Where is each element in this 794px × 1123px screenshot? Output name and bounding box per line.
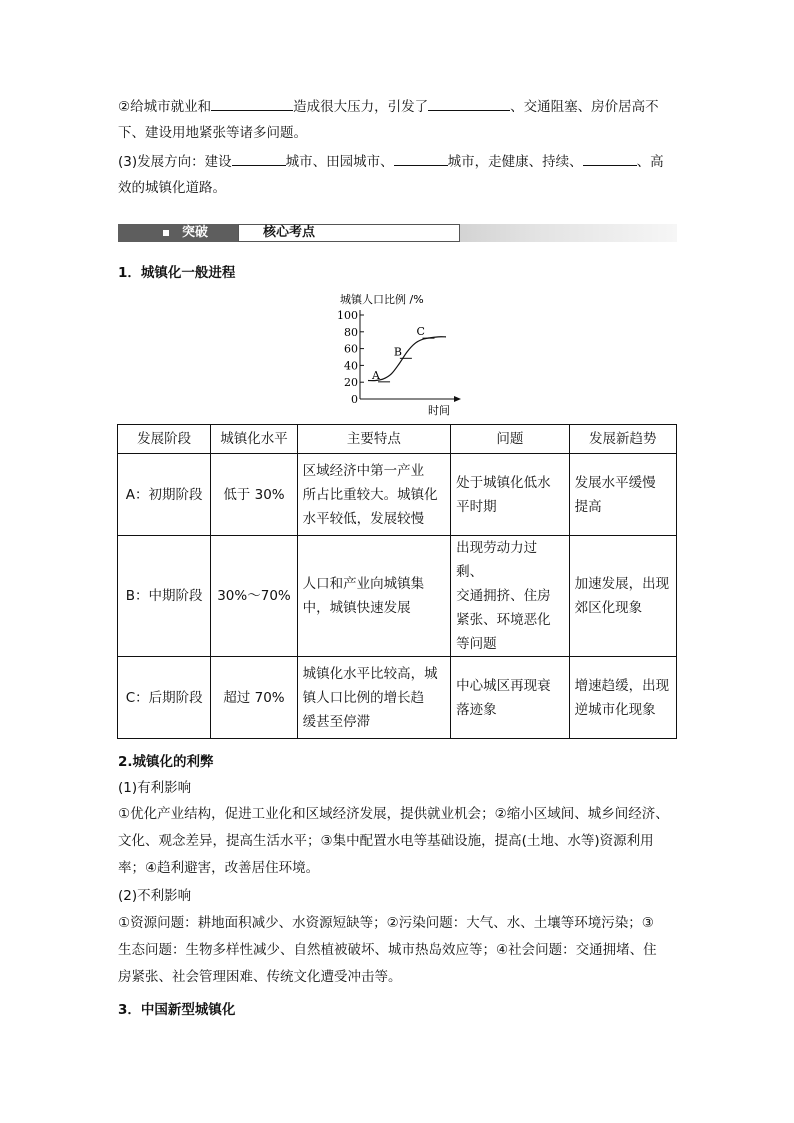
cell-line: 增速趋缓，出现 <box>574 677 670 694</box>
para-text: ②给城市就业和 <box>118 99 212 115</box>
section-banner <box>118 222 677 244</box>
problem-cell <box>451 536 569 657</box>
para-development-direction-cont <box>118 178 226 198</box>
para-text: 、高 <box>636 154 664 170</box>
trend-cell <box>569 657 676 739</box>
stage-label-a: A <box>372 368 380 382</box>
feature-cell <box>297 454 451 536</box>
cell-line: 中心城区再现衰 <box>456 677 551 694</box>
banner-right <box>238 224 460 242</box>
cell-line: 城镇化水平比较高，城 <box>302 665 438 682</box>
cell-line: 平时期 <box>456 498 497 515</box>
y-tick-label: 0 <box>351 393 358 406</box>
cell-line: 落迹象 <box>456 701 497 718</box>
header-cell: 发展阶段 <box>118 425 211 454</box>
cell-line: 中，城镇快速发展 <box>302 600 411 616</box>
level-cell: 超过 70% <box>211 657 297 739</box>
para-employment-pressure-cont <box>118 123 307 143</box>
y-tick-label: 80 <box>344 325 358 339</box>
paragraph-line: 生态问题：生物多样性减少、自然植被破坏、城市热岛效应等；④社会问题：交通拥堵、住 <box>118 942 657 958</box>
level-cell: 低于 30% <box>211 454 297 536</box>
header-cell: 问题 <box>451 425 569 454</box>
y-tick-label: 20 <box>344 376 358 390</box>
level-cell: 30%～70% <box>211 536 297 657</box>
header-cell: 城镇化水平 <box>211 425 297 454</box>
problem-cell <box>451 657 569 739</box>
stage-label-b: B <box>393 345 402 359</box>
cell-line: 水平较低，发展较慢 <box>302 510 425 527</box>
cell-line: 提高 <box>574 498 602 515</box>
cell-line: 发展水平缓慢 <box>574 474 656 491</box>
problem-cell <box>451 454 569 536</box>
paragraph-line: 率；④趋利避害，改善居住环境。 <box>118 860 320 876</box>
cell-line: 交通拥挤、住房 <box>456 588 551 604</box>
table-row <box>118 536 677 657</box>
table-row <box>118 454 677 536</box>
cell-line: 郊区化现象 <box>574 600 643 616</box>
stages-table <box>117 424 677 739</box>
y-tick-label: 60 <box>344 342 358 356</box>
fill-blank[interactable] <box>428 96 510 111</box>
banner-right-label: 核心考点 <box>262 225 315 240</box>
para-text: 下、建设用地紧张等诸多问题。 <box>118 125 307 141</box>
trend-cell <box>569 536 676 657</box>
y-axis-label: 城镇人口比例 /% <box>340 293 424 306</box>
cell-line: 逆城市化现象 <box>574 701 656 718</box>
para-text: (3)发展方向：建设 <box>118 154 232 170</box>
cell-line: 区域经济中第一产业 <box>302 462 425 479</box>
subheading-favorable: (1)有利影响 <box>118 780 192 796</box>
subheading-unfavorable: (2)不利影响 <box>118 888 192 904</box>
section-1-title: 1．城镇化一般进程 <box>118 265 236 281</box>
header-cell: 发展新趋势 <box>569 425 676 454</box>
cell-line: 缓甚至停滞 <box>302 713 371 730</box>
fill-blank[interactable] <box>394 151 448 166</box>
y-tick-label: 100 <box>337 309 358 322</box>
table-row <box>118 657 677 739</box>
fill-blank[interactable] <box>232 151 286 166</box>
trend-cell <box>569 454 676 536</box>
para-text: 造成很大压力，引发了 <box>293 99 429 115</box>
banner-left <box>118 224 238 242</box>
feature-cell <box>297 657 451 739</box>
paragraph-line: 房紧张、社会管理困难、传统文化遭受冲击等。 <box>118 969 402 985</box>
para-text: 效的城镇化道路。 <box>118 180 226 196</box>
para-development-direction <box>118 151 664 172</box>
cell-line: 所占比重较大。城镇化 <box>302 486 438 503</box>
para-text: 城市、田园城市、 <box>285 154 394 170</box>
table-header-row <box>118 425 677 454</box>
fill-blank[interactable] <box>211 96 293 111</box>
banner-left-label: 突破 <box>182 225 209 240</box>
stage-label-c: C <box>416 325 425 339</box>
para-text: 、交通阻塞、房价居高不 <box>510 99 659 115</box>
paragraph-line: ①资源问题：耕地面积减少、水资源短缺等；②污染问题：大气、水、土壤等环境污染；③ <box>118 915 654 931</box>
cell-line: 人口和产业向城镇集 <box>302 576 425 592</box>
paragraph-line: ①优化产业结构，促进工业化和区域经济发展，提供就业机会；②缩小区域间、城乡间经济、 <box>118 806 669 822</box>
cell-line: 出现劳动力过剩、 <box>456 540 538 580</box>
para-employment-pressure <box>118 96 659 117</box>
cell-line: 处于城镇化低水 <box>456 474 551 491</box>
cell-line: 镇人口比例的增长趋 <box>302 689 425 706</box>
y-tick-label: 40 <box>344 359 358 373</box>
paragraph-line: 文化、观念差异，提高生活水平；③集中配置水电等基础设施，提高(土地、水等)资源利用 <box>118 833 654 849</box>
cell-line: 等问题 <box>456 636 497 652</box>
header-cell: 主要特点 <box>297 425 451 454</box>
fill-blank[interactable] <box>583 151 637 166</box>
section-2-title: 2.城镇化的利弊 <box>118 754 214 770</box>
feature-cell <box>297 536 451 657</box>
cell-line: 紧张、环境恶化 <box>456 612 551 628</box>
urbanization-curve-chart <box>330 290 470 418</box>
square-bullet-icon <box>163 230 169 236</box>
stage-cell: B：中期阶段 <box>118 536 211 657</box>
cell-line: 加速发展，出现 <box>574 576 670 592</box>
x-axis-arrow-icon <box>454 396 461 402</box>
x-axis-label: 时间 <box>428 404 450 417</box>
stage-cell: A：初期阶段 <box>118 454 211 536</box>
stage-cell: C：后期阶段 <box>118 657 211 739</box>
para-text: 城市，走健康、持续、 <box>447 154 583 170</box>
section-3-title: 3．中国新型城镇化 <box>118 1002 236 1018</box>
